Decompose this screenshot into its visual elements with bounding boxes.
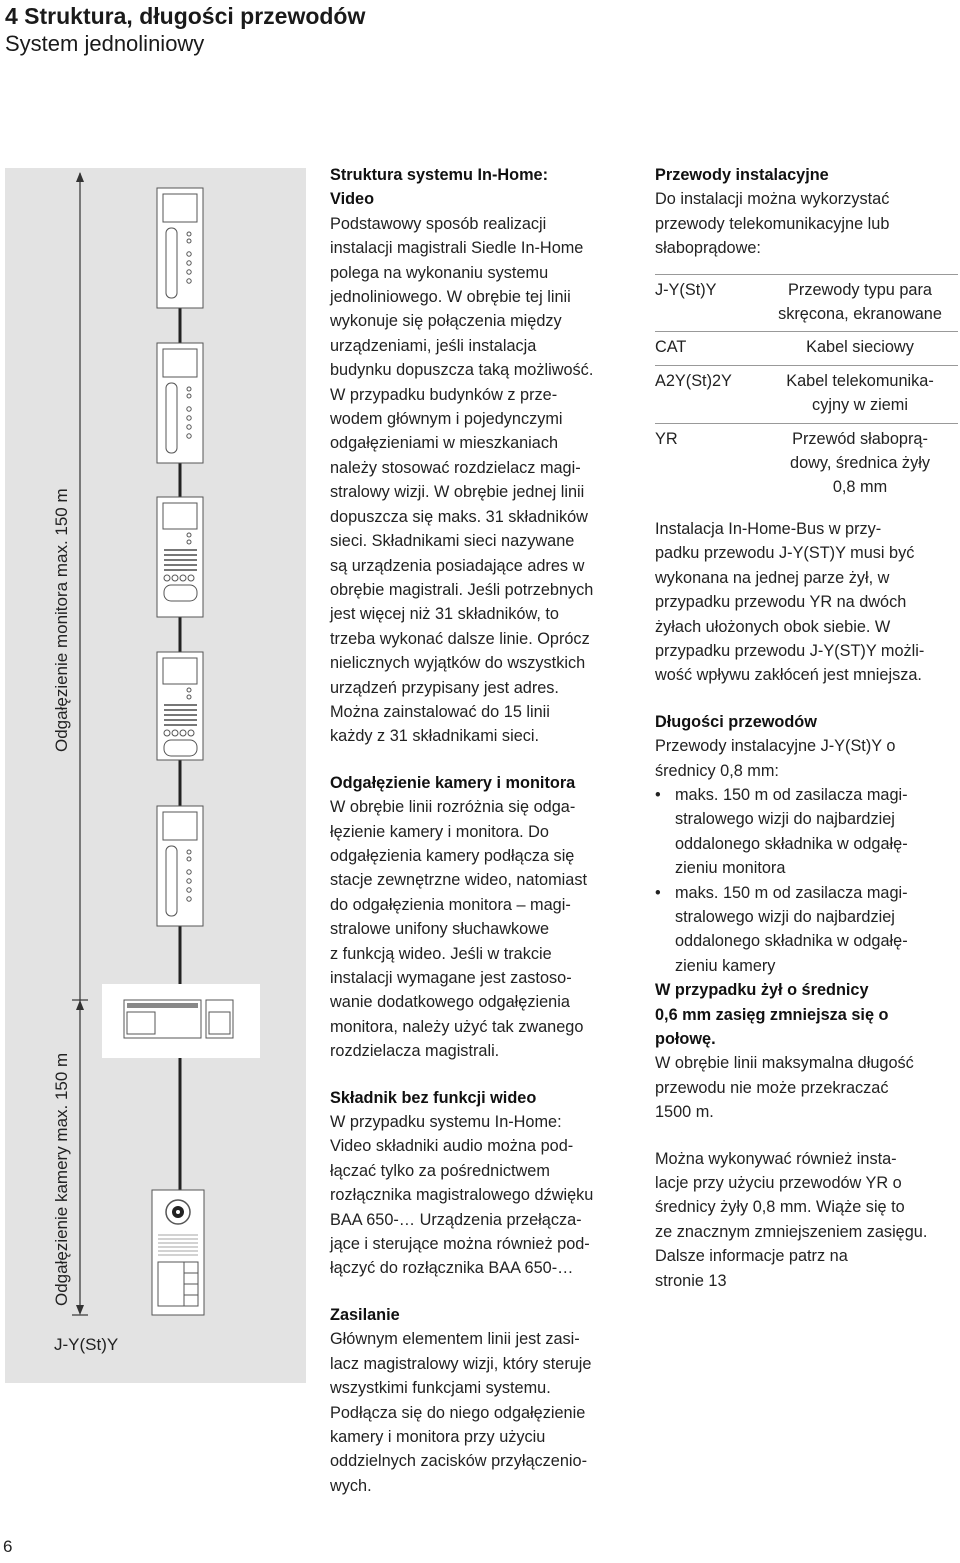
page-subtitle: System jednoliniowy [5,31,205,56]
section-body: Głównym elementem linii jest zasi- lacz magistralowy wizji, który steruje wszystkimi funkcjami systemu. Podłącza się do niego odgałęzienie kamery i monitora przy użyciu oddzielnych zacisków przyłączenio- wych. [330,1330,592,1495]
section-heading: Struktura systemu In-Home: Video [330,166,549,209]
emphasis-note: W przypadku żył o średnicy 0,6 mm zasięg zmniejsza się o połowę. [655,981,889,1048]
cable-description: Kabel telekomunika- cyjny w ziemi [786,371,934,415]
list-item: • maks. 150 m od zasilacza magi- stralowego wizji do najbardziej oddalonego składnika w odgałę- zieniu kamery [655,881,960,979]
page-number: 6 [3,1537,13,1556]
video-handset-unit [157,343,203,463]
door-station [152,1190,204,1315]
text-column-2 [655,163,960,1293]
cable-code: YR [655,429,678,448]
section-heading: Przewody instalacyjne [655,166,829,184]
section-heading: Zasilanie [330,1305,400,1324]
section-heading: Odgałęzienie kamery i monitora [330,773,576,792]
section-body: W obrębie linii maksymalna długość przewodu nie może przekraczać 1500 m. [655,1054,914,1122]
section-body: Podstawowy sposób realizacji instalacji magistrali Siedle In-Home polega na wykonaniu systemu jednoliniowego. W obrębie tej linii wykonuje się połączenia między urządzeniami, jeśli instalacja budynku dopuszcza taką możliwość. W przypadku budynków z prze- wodem głównym i pojedynczymi odgałęzieniami w mieszkaniach należy stosować rozdzielacz magi- stralowy wizji. W obrębie jednej linii dopuszcza się maks. 31 składników sieci. Składnikami sieci nazywane są urządzenia posiadające adres w obrębie magistrali. Jeśli potrzebnych jest więcej niż 31 składników, to trzeba wykonać dalsze linie. Oprócz nielicznych wyjątków do wszystkich urządzeń przypisany jest adres. Można zainstalować do 15 linii każdy z 31 składnikami sieci. [330,214,594,746]
section-body: Do instalacji można wykorzystać przewody telekomunikacyjne lub słaboprądowe: [655,190,890,258]
bus-power-supply [102,984,260,1058]
camera-branch-label: Odgałęzienie kamery max. 150 m [52,1052,71,1306]
video-keypad-unit [157,652,203,760]
section-body: Instalacja In-Home-Bus w przy- padku przewodu J-Y(ST)Y musi być wykonana na jednej parze żył, w przypadku przewodu YR na dwóch żyłach ułożonych obok siebie. W przypadku przewodu J-Y(ST)Y możli- wość wpływu zakłóceń jest mniejsza. [655,519,925,685]
system-diagram [0,0,320,1563]
table-row [655,332,958,365]
section-heading: Składnik bez funkcji wideo [330,1088,537,1107]
cable-code: A2Y(St)2Y [655,371,732,390]
table-row [655,275,958,333]
video-handset-unit [157,806,203,926]
section-body: Można wykonywać również insta- lacje przy użyciu przewodów YR o średnicy żyły 0,8 mm. Wiąże się to ze znacznym zmniejszeniem zasięgu. Dalsze informacje patrz na stronie 13 [655,1149,928,1290]
cable-code: J-Y(St)Y [655,280,717,299]
monitor-branch-label: Odgałęzienie monitora max. 150 m [52,488,71,752]
section-body: W obrębie linii rozróżnia się odga- łęzienie kamery i monitora. Do odgałęzienia kamery podłącza się stacje zewnętrzne wideo, natomiast do odgałęzienia monitora – magi- stralowe unifony słuchawkowe z funkcją wideo. Jeśli w trakcie instalacji wymagane jest zastoso- wanie dodatkowego odgałęzienia monitora, należy użyć tak zwanego rozdzielacza magistrali. [330,798,588,1061]
cable-description: Przewody typu para skręcona, ekranowane [778,280,942,324]
bullet-icon: • [655,785,661,804]
bullet-icon: • [655,883,661,902]
text-column-1 [330,163,630,1498]
page-title: 4 Struktura, długości przewodów [5,3,366,29]
cable-type-label: J-Y(St)Y [54,1335,119,1354]
video-keypad-unit [157,497,203,617]
cable-types-table [655,274,958,505]
cable-code: CAT [655,338,687,357]
section-heading: Długości przewodów [655,712,817,731]
table-row [655,366,958,424]
list-item: • maks. 150 m od zasilacza magi- stralowego wizji do najbardziej oddalonego składnika w odgałę- zieniu monitora [655,783,960,881]
section-body: Przewody instalacyjne J-Y(St)Y o średnicy 0,8 mm: [655,737,896,780]
cable-description: Kabel sieciowy [806,338,914,357]
table-row [655,424,958,505]
diagram-drawing [0,0,320,1563]
video-handset-unit [157,188,203,308]
section-body: W przypadku systemu In-Home: Video składniki audio można pod- łączać tylko za pośrednictwem rozłącznika magistralowego dźwięku BAA 650-… Urządzenia przełącza- jące i sterujące można również pod- łączyć do rozłącznika BAA 650-… [330,1113,594,1278]
cable-description: Przewód słaboprą- dowy, średnica żyły 0,8 mm [790,429,930,497]
